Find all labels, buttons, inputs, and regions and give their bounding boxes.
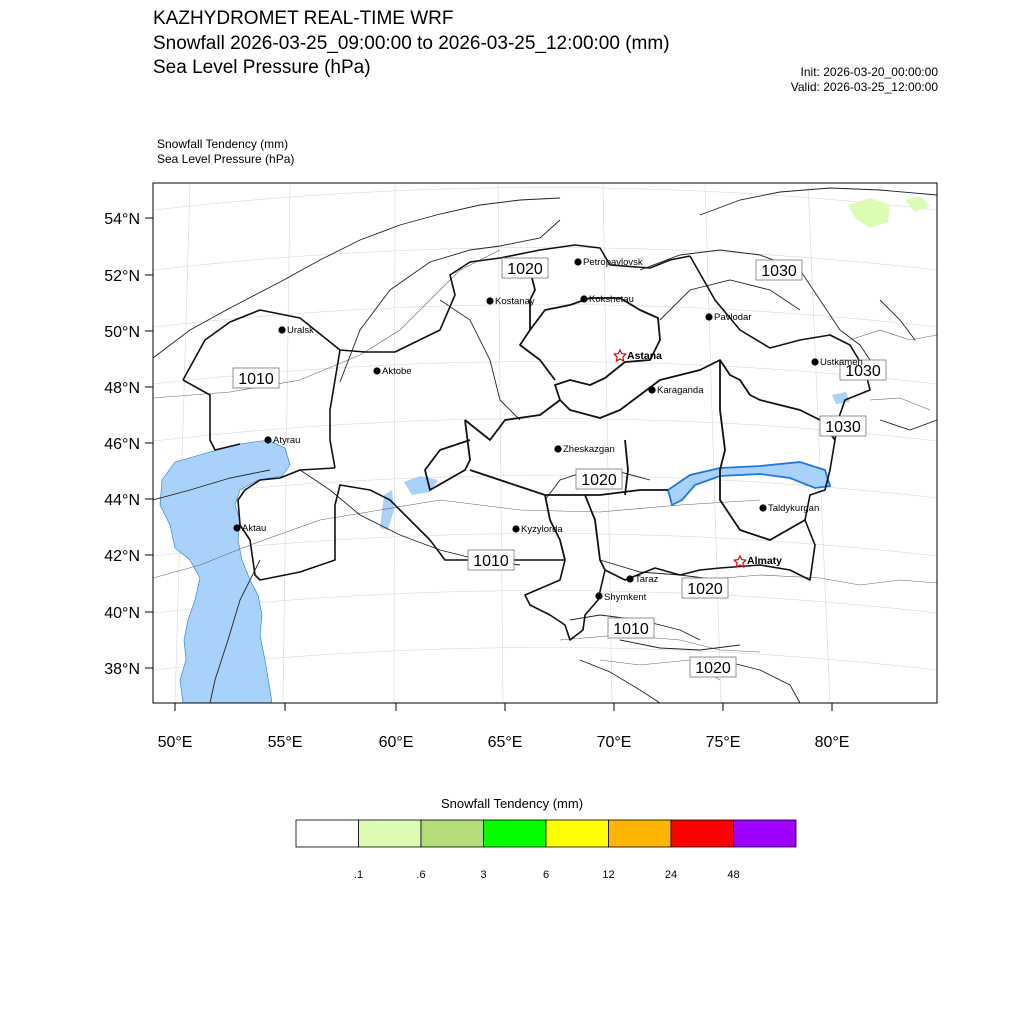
city-label: Astana <box>627 350 663 362</box>
city-label: Kokshetau <box>589 294 634 305</box>
isobar-label: 1020 <box>507 261 543 278</box>
capital-star-icon <box>614 350 626 361</box>
lat-label: 46°N <box>104 436 140 453</box>
snow-light-ne <box>848 198 890 228</box>
city-label: Aktobe <box>382 366 412 377</box>
lon-label: 70°E <box>596 734 632 751</box>
colorbar-bin <box>484 820 547 847</box>
lon-label: 75°E <box>705 734 741 751</box>
lat-label: 42°N <box>104 548 140 565</box>
colorbar-tick: 12 <box>602 869 615 881</box>
colorbar-bin <box>546 820 609 847</box>
city-label: Shymkent <box>604 592 647 603</box>
colorbar-ticks <box>354 869 740 881</box>
aral-snow-2 <box>404 476 438 495</box>
city-label: Kyzylorda <box>521 524 563 535</box>
city-label: Aktau <box>242 523 267 534</box>
lat-label: 44°N <box>104 492 140 509</box>
field-label-2: Sea Level Pressure (hPa) <box>157 152 295 166</box>
colorbar-tick: 24 <box>664 869 678 881</box>
title-line-2: Snowfall 2026-03-25_09:00:00 to 2026-03-25_12:00:00 (mm) <box>153 33 670 54</box>
colorbar-tick: 6 <box>542 869 550 881</box>
colorbar-bin <box>734 820 797 847</box>
isobar-label: 1010 <box>613 621 649 638</box>
lon-label: 60°E <box>378 734 414 751</box>
colorbar-tick: 48 <box>727 869 740 881</box>
colorbar-tick: 3 <box>480 869 487 881</box>
colorbar-tick: .1 <box>353 869 364 881</box>
lon-label: 65°E <box>487 734 523 751</box>
colorbar-bin <box>296 820 359 847</box>
isobar-label: 1030 <box>825 419 861 436</box>
lat-label: 48°N <box>104 380 140 397</box>
colorbar-tick: .6 <box>416 869 426 881</box>
snow-band-east <box>668 462 830 505</box>
title-line-1: KAZHYDROMET REAL-TIME WRF <box>153 8 454 29</box>
city-label: Karaganda <box>657 385 704 396</box>
isobar-label: 1010 <box>473 553 509 570</box>
city-label: Zheskazgan <box>563 444 615 455</box>
city-label: Petropavlovsk <box>583 257 643 268</box>
colorbar-bin <box>671 820 734 847</box>
colorbar-title: Snowfall Tendency (mm) <box>440 796 584 811</box>
city-label: Kostanay <box>495 296 535 307</box>
lat-label: 50°N <box>104 324 140 341</box>
city-label: Uralsk <box>287 325 314 336</box>
snow-east-2 <box>832 392 850 404</box>
city-label: Taraz <box>635 574 659 585</box>
field-label-1: Snowfall Tendency (mm) <box>157 137 289 151</box>
city-label: Taldykurgan <box>768 503 820 514</box>
capital-star-icon <box>734 556 746 567</box>
colorbar-bin <box>359 820 422 847</box>
lat-label: 54°N <box>104 211 140 228</box>
city-label: Ustkamen <box>820 357 863 368</box>
isobar-label: 1030 <box>845 363 881 380</box>
title-line-3: Sea Level Pressure (hPa) <box>153 57 371 78</box>
lon-label: 50°E <box>157 734 193 751</box>
isobar-label: 1030 <box>761 263 797 280</box>
colorbar-bin <box>609 820 672 847</box>
lat-labels <box>104 211 140 678</box>
isobar-label: 1010 <box>238 371 274 388</box>
lat-label: 38°N <box>104 661 140 678</box>
city-label: Pavlodar <box>714 312 752 323</box>
isobar-label: 1020 <box>581 472 617 489</box>
city-label: Almaty <box>747 555 783 567</box>
isobar-label: 1020 <box>687 581 723 598</box>
colorbar-bin <box>421 820 484 847</box>
lon-labels <box>158 734 850 751</box>
lon-label: 80°E <box>814 734 850 751</box>
lat-label: 40°N <box>104 605 140 622</box>
valid-time: Valid: 2026-03-25_12:00:00 <box>790 80 938 94</box>
lon-label: 55°E <box>267 734 303 751</box>
colorbar <box>296 820 796 847</box>
borders-regional <box>425 270 835 570</box>
lat-label: 52°N <box>104 268 140 285</box>
isobar-label: 1020 <box>695 660 731 677</box>
snow-light-ne-2 <box>905 196 930 212</box>
init-time: Init: 2026-03-20_00:00:00 <box>800 65 938 79</box>
city-label: Atyrau <box>273 435 301 446</box>
